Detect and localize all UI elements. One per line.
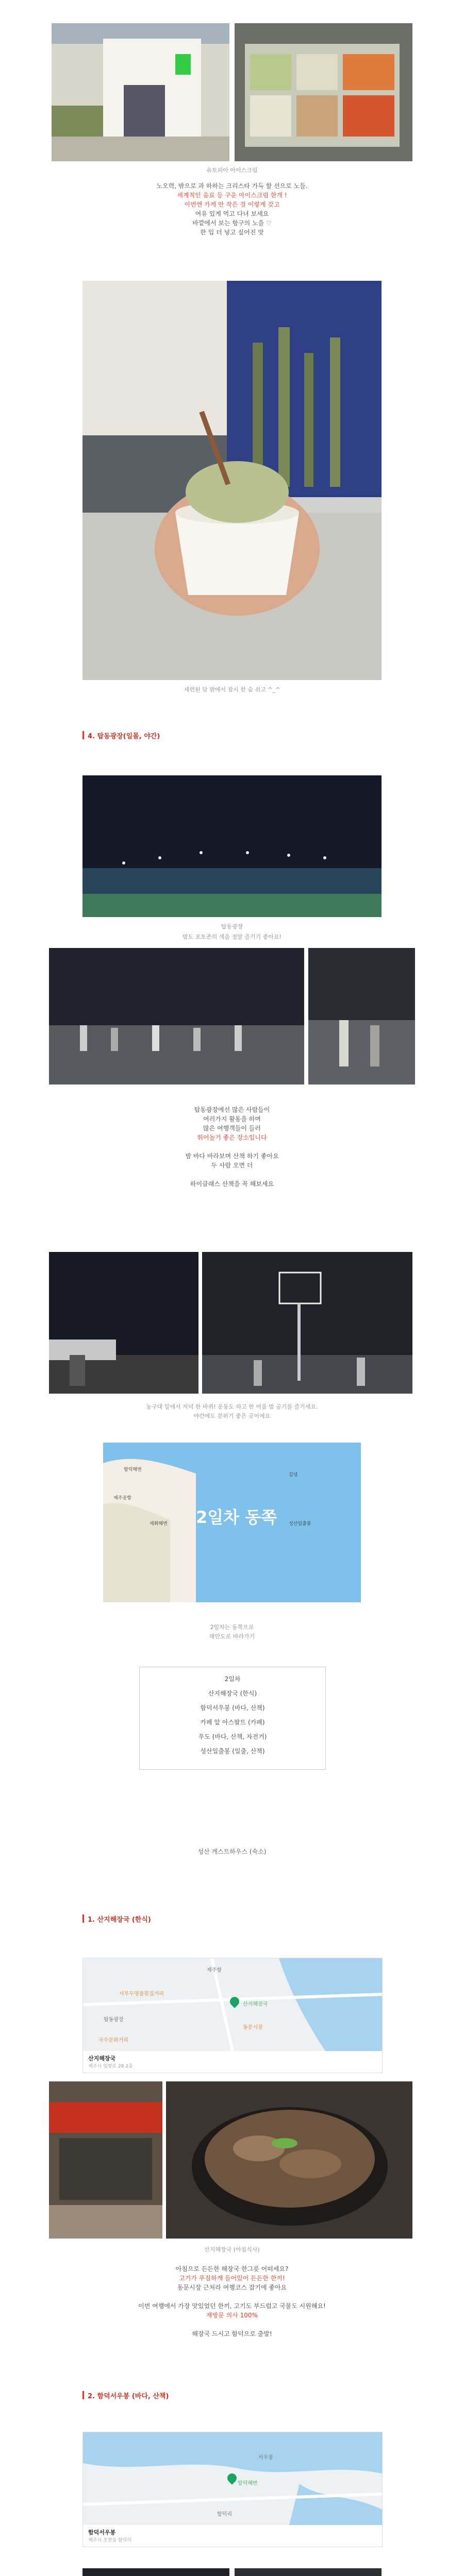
p-s2-line: 재방문 의사 100%: [206, 2312, 258, 2319]
map-label-sehwa: 세화해변: [150, 1521, 168, 1527]
itinerary-line: 산지해장국 (한식): [208, 1690, 257, 1697]
sanji-soup-illustration: [166, 2081, 412, 2239]
display-case-photo: [235, 23, 412, 161]
section-heading-sanji: 1. 산지해장국 (한식): [82, 1914, 151, 1924]
tapdong-crowd-illustration-2: [308, 948, 415, 1084]
basketball-caption: 농구대 밑에서 저녁 한 바퀴! 운동도 하고 한 여름 밤 공기를 즐기세요.: [146, 1403, 318, 1410]
day2-map: [103, 1443, 361, 1602]
tapdong-crowd-photo-2: [308, 948, 415, 1084]
tapdong-caption-sub: 밤도 포토존의 색을 정말 즐기기 좋아요!: [183, 934, 281, 940]
poi-hamdeok-beach: 함덕해변: [238, 2481, 258, 2486]
p-s2-line: 고기가 푸짐하게 들어있어 든든한 한끼!: [179, 2275, 285, 2282]
day2-caption-sub: 해안도로 따라가기: [209, 1633, 255, 1640]
poi-hamdeok-ri: 함덕리: [217, 2512, 232, 2517]
p-s2-line: 해장국 드시고 함덕으로 출발!: [192, 2330, 272, 2337]
sanji-map-name: 산지해장국: [88, 2055, 116, 2062]
hamdeok-map-card[interactable]: [82, 2432, 383, 2547]
p-s1-line: 밤 바다 바라보며 산책 하기 좋아요: [185, 1153, 279, 1160]
map-label-gimnyeong: 김녕: [289, 1472, 298, 1478]
itinerary-line: 우도 (바다, 산책, 자전거): [198, 1733, 267, 1740]
itinerary-line: 함덕서우봉 (바다, 산책): [200, 1704, 265, 1711]
sanji-map-card[interactable]: [82, 1958, 383, 2073]
sanji-storefront-photo: [49, 2081, 162, 2239]
display-case-illustration: [235, 23, 412, 161]
top-paragraph: [52, 181, 412, 237]
basketball-illustration-2: [202, 1252, 412, 1394]
p-top-line: 노오력, 밖으로 과 하하는 크리스타 가득 할 선으로 노들.: [156, 182, 308, 190]
p-s1-line: [52, 1170, 412, 1179]
bus-window-photo-1: [82, 2568, 229, 2576]
day2-caption: 2일차는 동쪽으로: [210, 1624, 254, 1631]
tapdong-night-photo: [82, 775, 382, 917]
p-s2-line: 아침으로 든든한 해장국 한그릇 어떠세요?: [175, 2265, 289, 2273]
hamdeok-map-name: 함덕서우봉: [88, 2529, 116, 2536]
storefront-illustration: [52, 23, 229, 161]
tapdong-night-illustration: [82, 775, 382, 917]
poi-seobudu: 서부두명품횟집거리: [119, 1991, 164, 1997]
tapdong-crowd-illustration-1: [49, 948, 304, 1084]
poi-tapdong: 탑동광장: [104, 2017, 124, 2023]
section-heading-hamdeok: 2. 함덕서우봉 (바다, 산책): [82, 2391, 169, 2400]
section-heading-tapdong: 4. 탑동광장(일몰, 야간): [82, 731, 160, 740]
sanji-storefront-illustration: [49, 2081, 162, 2239]
tapdong-paragraph: [52, 1105, 412, 1189]
p-s1-line: [52, 1142, 412, 1151]
sanji-caption: 산지해장국 (아침식사): [204, 2246, 260, 2253]
poi-jeju-port: 제주항: [207, 1968, 222, 1973]
tapdong-caption: 탑동광장: [221, 923, 243, 930]
poi-dongmun: 동문시장: [243, 2025, 263, 2030]
bus-window-illustration-2: [235, 2568, 382, 2576]
p-top-line: 이번엔 가게 안 작은 걸 이렇게 갖고: [184, 201, 280, 208]
p-top-line: 여유 있게 먹고 다녀 보세요: [195, 210, 269, 217]
icecream-illustration: [82, 281, 382, 680]
basketball-caption-b: 야간에도 분위기 좋은 곳이에요: [193, 1413, 271, 1419]
icecream-caption-2: 세련된 담 밖에서 잠시 한 숨 쉬고 ^_^: [184, 686, 280, 693]
sanji-paragraph: [52, 2264, 412, 2338]
p-s2-line: 동문시장 근처라 여행코스 잡기에 좋아요: [177, 2284, 287, 2291]
p-top-line: 한 입 더 넣고 싶어진 맛: [200, 229, 264, 236]
storefront-photo: [52, 23, 229, 161]
sanji-map-area[interactable]: [83, 1958, 382, 2051]
p-s1-line: 하이클래스 산책을 꼭 해보세요: [190, 1180, 274, 1188]
p-top-line: 바깥에서 보는 항구의 노을 ♡: [192, 219, 272, 227]
hamdeok-map-address: 제주시 조천읍 함덕리: [88, 2538, 131, 2543]
p-s2-line: 이번 여행에서 가장 맛있었던 한끼, 고기도 부드럽고 국물도 시원해요!: [138, 2302, 326, 2310]
hamdeok-map-info: [83, 2525, 382, 2547]
itinerary-line: 2일차: [224, 1675, 241, 1683]
basketball-illustration-1: [49, 1252, 198, 1394]
day2-map-title: 2일차 동쪽: [196, 1507, 277, 1527]
sanji-soup-photo: [166, 2081, 412, 2239]
hamdeok-map-area[interactable]: [83, 2432, 382, 2525]
map-label-seongsan: 성산일출봉: [289, 1521, 311, 1527]
day2-itinerary-box: [139, 1667, 326, 1770]
basketball-photo-2: [202, 1252, 412, 1394]
sanji-map-address: 제주시 임항로 28 2층: [88, 2064, 133, 2069]
p-s1-line: 여러가지 활동을 하며: [203, 1115, 261, 1123]
p-s1-line: 많은 여행객들이 들러: [203, 1125, 261, 1132]
day2-box-footer: 성산 게스트하우스 (숙소): [197, 1848, 267, 1855]
tapdong-crowd-photo-1: [49, 948, 304, 1084]
poi-noodle-street: 국수문화거리: [98, 2038, 128, 2043]
poi-sanji: 산지해장국: [243, 2002, 268, 2007]
icecream-caption: 유토피아 아이스크림: [206, 167, 258, 174]
p-s2-line: [52, 2292, 412, 2301]
basketball-photo-1: [49, 1252, 198, 1394]
p-top-line: 세계적인 음료 등 구운 아이스크림 한개 !: [177, 192, 287, 199]
bus-window-photo-2: [235, 2568, 382, 2576]
poi-seoubong: 서우봉: [258, 2455, 273, 2461]
map-label-airport: 제주공항: [113, 1496, 131, 1501]
bus-window-illustration-1: [82, 2568, 229, 2576]
itinerary-line: 성산일출봉 (일출, 산책): [200, 1748, 265, 1755]
p-s1-line: 두 사람 오면 더: [211, 1162, 253, 1169]
p-s1-line: 탑동광장에선 많은 사람들이: [194, 1106, 270, 1113]
map-label-hamdeok: 함덕해변: [124, 1467, 142, 1472]
icecream-photo: [82, 281, 382, 680]
itinerary-line: 카페 앞 아스팔트 (카페): [200, 1719, 265, 1726]
p-s1-line: 뛰어놀기 좋은 장소입니다: [197, 1134, 267, 1141]
p-s2-line: [52, 2320, 412, 2329]
sanji-map-info: [83, 2051, 382, 2073]
